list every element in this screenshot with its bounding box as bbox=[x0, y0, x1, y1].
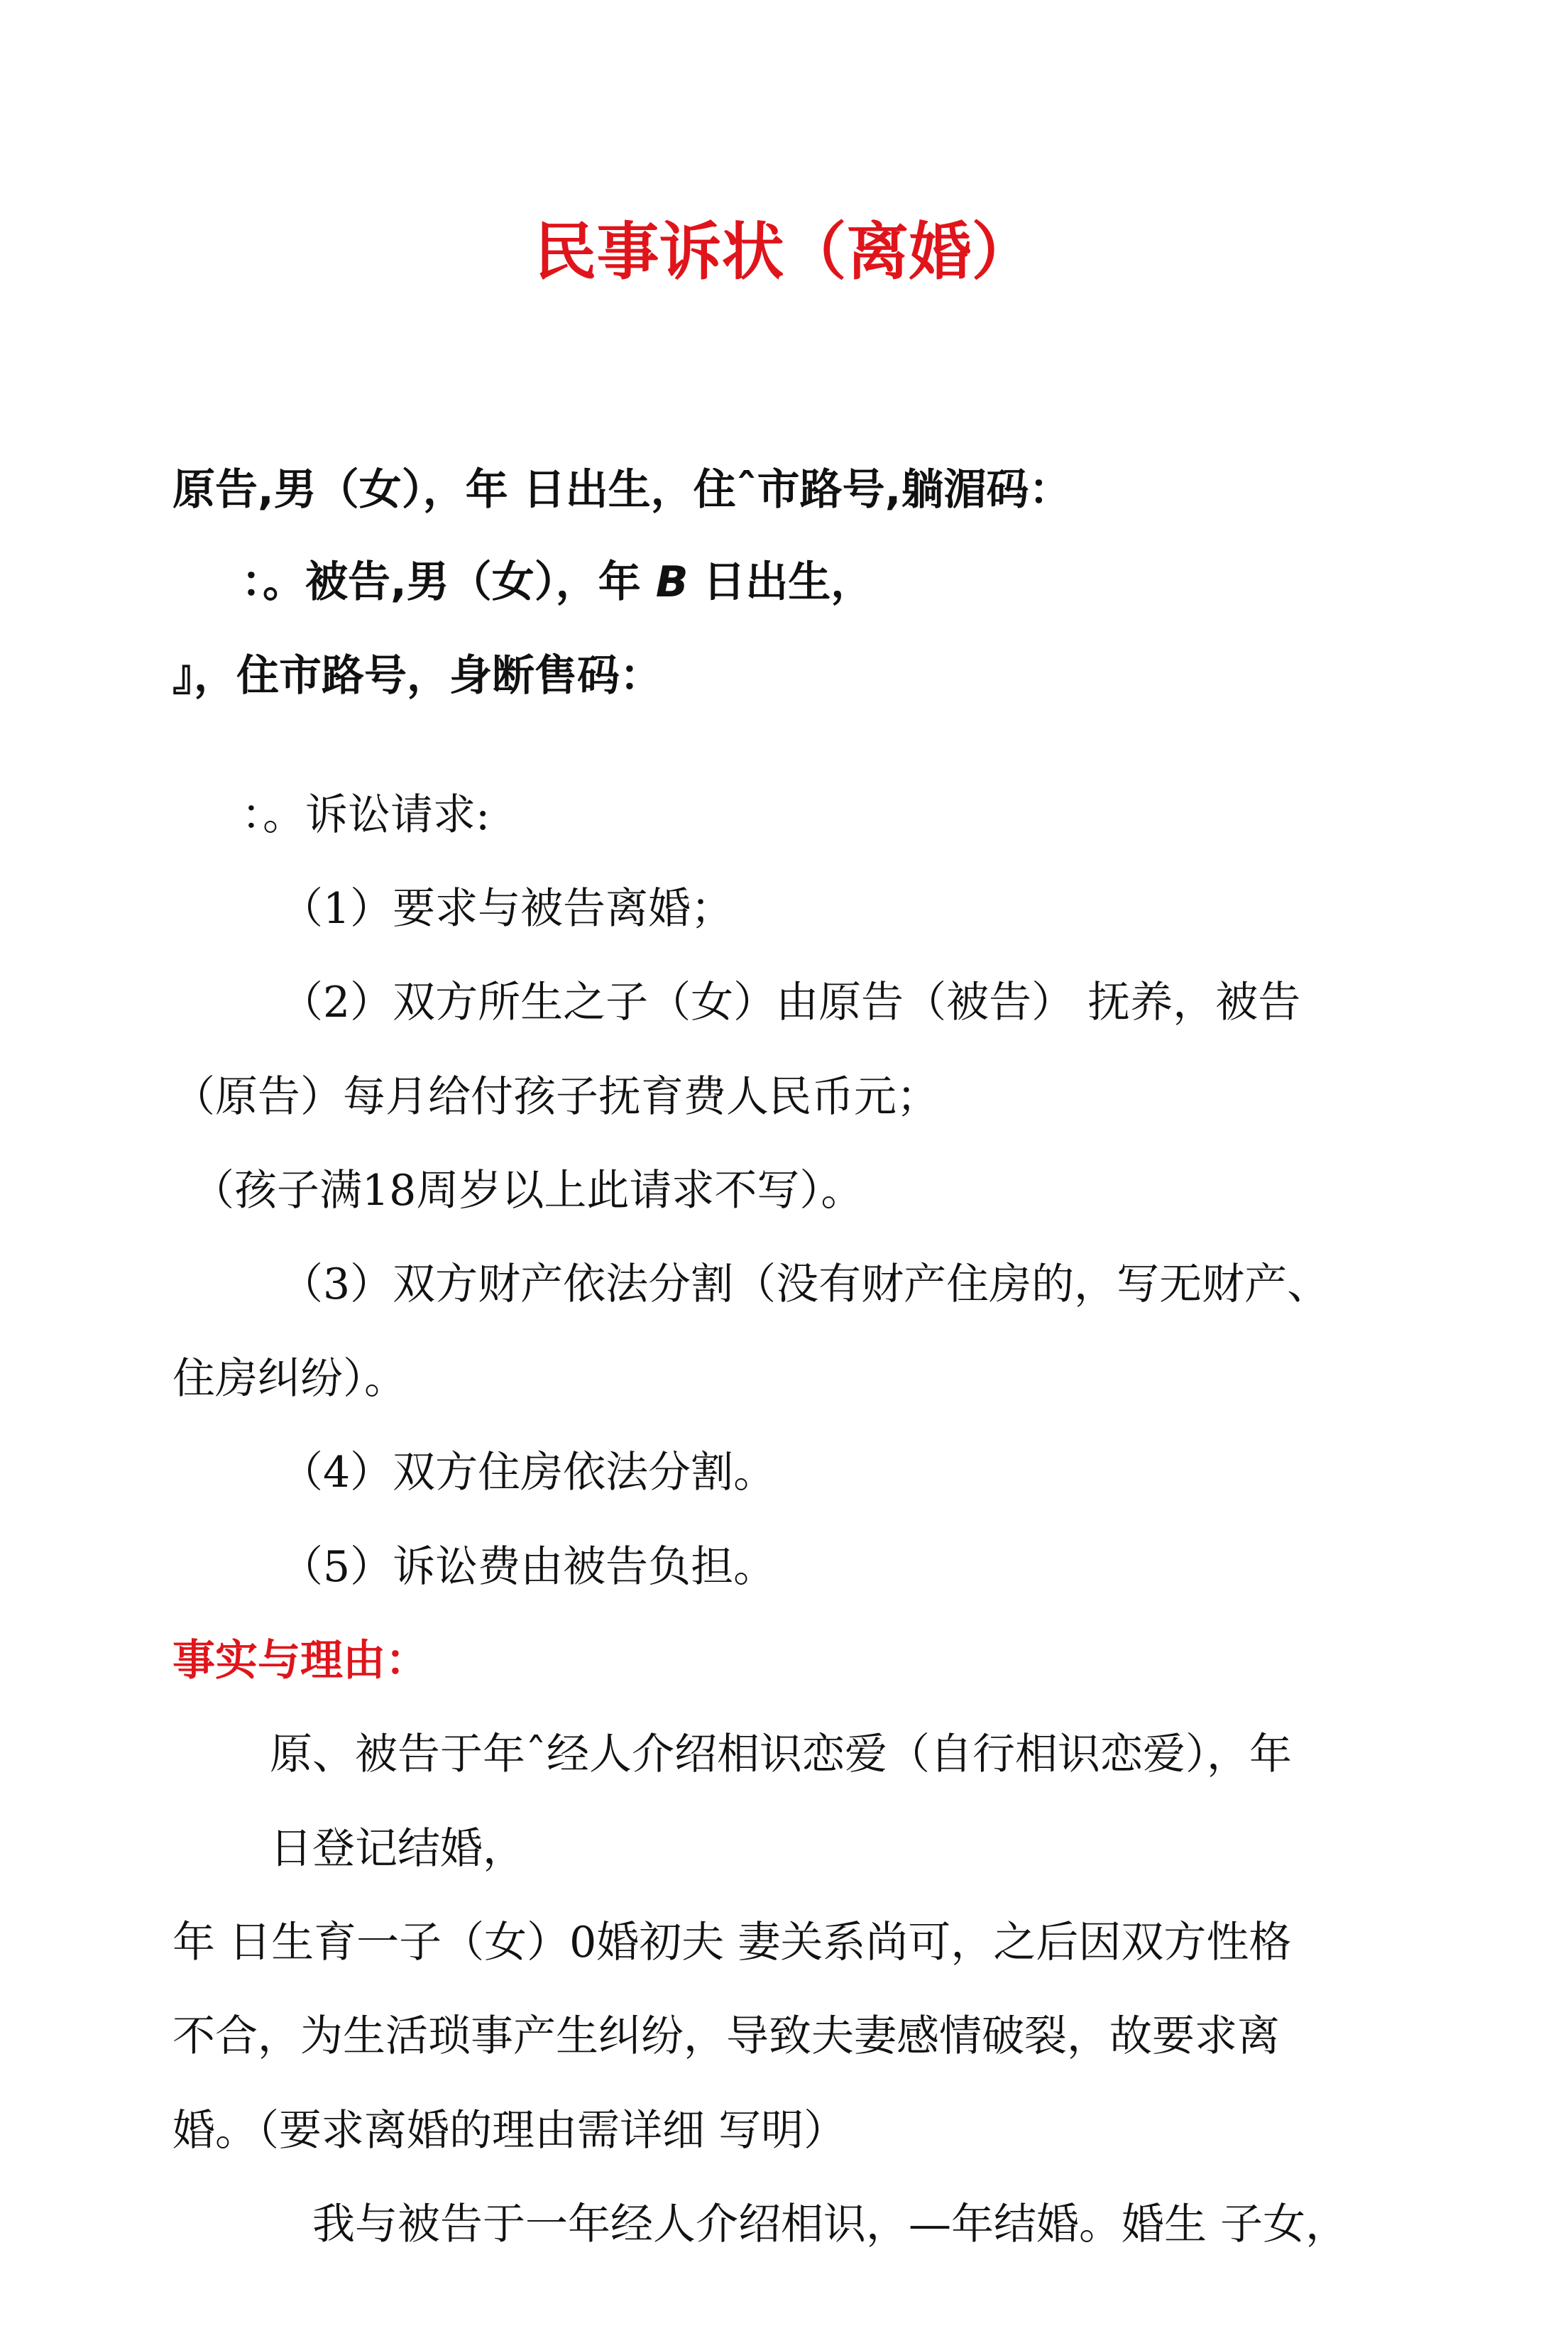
claim-item: （4）双方住房依法分割。 bbox=[280, 1448, 777, 1497]
facts-line: 婚。（要求离婚的理由需详细 写明） bbox=[172, 2106, 847, 2156]
facts-line: 原、被告于年ˆ经人介绍相识恋爱（自行相识恋爱），年 bbox=[270, 1730, 1292, 1779]
claims-heading: ：。诉讼请求: bbox=[241, 790, 490, 840]
facts-line: 我与被告于一年经人介绍相识，—年结婚。婚生 子女， bbox=[312, 2200, 1349, 2249]
claim-item: （3）双方财产依法分割（没有财产住房的，写无财产、 bbox=[280, 1260, 1330, 1309]
claim-item: （孩子满18周岁以上此请求不写）。 bbox=[192, 1166, 864, 1216]
claim-item: （原告）每月给付孩子抚育费人民币元； bbox=[172, 1072, 939, 1122]
claim-item: 住房纠纷）。 bbox=[172, 1354, 407, 1404]
facts-line: 日登记结婚， bbox=[270, 1824, 525, 1874]
document-title: 民事诉状（离婚） bbox=[534, 215, 1034, 288]
claim-item: （1）要求与被告离婚； bbox=[280, 884, 734, 934]
plaintiff-info: 原告,男（女），年 日出生，住ˆ市路号,躺湄码： bbox=[172, 465, 1072, 515]
claim-item: （5）诉讼费由被告负担。 bbox=[280, 1542, 777, 1592]
facts-line: 不合，为生活琐事产生纠纷，导致夫妻感情破裂，故要求离 bbox=[172, 2011, 1280, 2061]
facts-line: 年 日生育一子（女）0婚初夫 妻关系尚可，之后因双方性格 bbox=[172, 1918, 1292, 1967]
claim-item: （2）双方所生之子（女）由原告（被告） 抚养，被告 bbox=[280, 978, 1301, 1027]
defendant-info-suffix: 日出生， bbox=[688, 557, 874, 607]
facts-heading: 事实与理由： bbox=[172, 1636, 428, 1686]
defendant-address: 』，住市路号，身断售码： bbox=[172, 651, 662, 701]
defendant-info-italic: B bbox=[655, 557, 689, 607]
defendant-info-prefix: ：。被告,男（女），年 bbox=[241, 557, 656, 607]
defendant-info bbox=[241, 554, 873, 611]
